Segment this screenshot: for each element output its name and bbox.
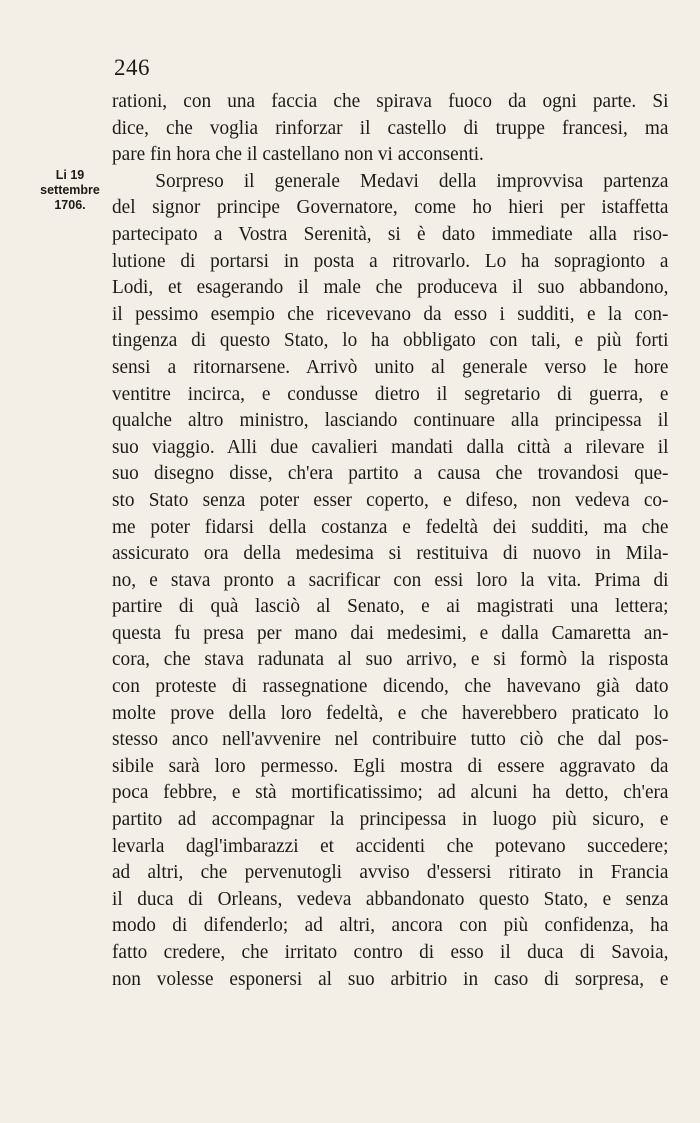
text-line: sensi a ritornarsene. Arrivò unito al generale verso le hore — [112, 355, 669, 378]
text-line: il duca di Orleans, vedeva abbandonato questo Stato, e senza — [112, 887, 669, 910]
text-line: partecipato a Vostra Serenità, si è dato immediate alla riso- — [112, 222, 669, 245]
text-line: suo viaggio. Alli due cavalieri mandati dalla città a rilevare il — [112, 435, 669, 458]
text-line: Sorpreso il generale Medavi della improvvisa partenza — [155, 169, 669, 192]
text-line: tingenza di questo Stato, lo ha obbligato con tali, e più forti — [112, 329, 669, 352]
text-line: cora, che stava radunata al suo arrivo, e si formò la risposta — [112, 648, 669, 671]
margin-note-date — [30, 168, 110, 213]
text-line: lutione di portarsi in posta a ritrovarlo. Lo ha sopragionto a — [112, 249, 669, 272]
text-line: il pessimo esempio che ricevevano da esso i sudditi, e la con- — [112, 302, 669, 325]
text-line: pare fin hora che il castellano non vi acconsenti. — [112, 143, 484, 166]
text-line: qualche altro ministro, lasciando continuare alla principessa il — [112, 409, 669, 432]
text-line: suo disegno disse, ch'era partito a causa che trovandosi que- — [112, 462, 669, 485]
margin-note-line: 1706. — [54, 198, 86, 212]
margin-note-line: settembre — [40, 183, 100, 197]
text-line: ad altri, che pervenutogli avviso d'essersi ritirato in Francia — [112, 861, 669, 884]
text-line: molte prove della loro fedeltà, e che haverebbero praticato lo — [112, 701, 669, 724]
text-line: no, e stava pronto a sacrificar con essi loro la vita. Prima di — [112, 568, 669, 591]
text-line: sibile sarà loro permesso. Egli mostra di essere aggravato da — [112, 754, 669, 777]
text-line: sto Stato senza poter esser coperto, e difeso, non vedeva co- — [112, 488, 669, 511]
text-line: dice, che voglia rinforzar il castello di truppe francesi, ma — [112, 116, 669, 139]
text-line: me poter fidarsi della costanza e fedeltà dei sudditi, ma che — [112, 515, 669, 538]
text-line: levarla dagl'imbarazzi et accidenti che potevano succedere; — [112, 834, 669, 857]
text-line: con proteste di rassegnatione dicendo, che havevano già dato — [112, 675, 669, 698]
margin-note-line: Li 19 — [55, 168, 85, 182]
text-line: fatto credere, che irritato contro di esso il duca di Savoia, — [112, 941, 669, 963]
body-text — [112, 88, 669, 992]
text-line: modo di difenderlo; ad altri, ancora con più confidenza, ha — [112, 914, 669, 937]
text-line: Lodi, et esagerando il male che produceva il suo abbandono, — [112, 276, 669, 299]
text-line: non volesse esponersi al suo arbitrio in caso di sorpresa, e — [112, 967, 669, 990]
text-line: assicurato ora della medesima si restituiva di nuovo in Mila- — [112, 542, 669, 565]
page-number: 246 — [114, 55, 150, 80]
text-line: ventitre incirca, e condusse dietro il segretario di guerra, e — [112, 382, 669, 405]
text-line: questa fu presa per mano dai medesimi, e dalla Camaretta an- — [112, 621, 669, 644]
text-line: stesso anco nell'avvenire nel contribuire tutto ciò che dal pos- — [112, 728, 669, 751]
text-line: partito ad accompagnar la principessa in luogo più sicuro, e — [112, 808, 669, 831]
text-line: partire di quà lasciò al Senato, e ai magistrati una lettera; — [112, 595, 669, 618]
text-line: poca febbre, e stà mortificatissimo; ad alcuni ha detto, ch'era — [112, 781, 669, 804]
text-line: rationi, con una faccia che spirava fuoco da ogni parte. Si — [112, 90, 669, 112]
text-line: del signor principe Governatore, come ho hieri per istaffetta — [112, 196, 669, 219]
